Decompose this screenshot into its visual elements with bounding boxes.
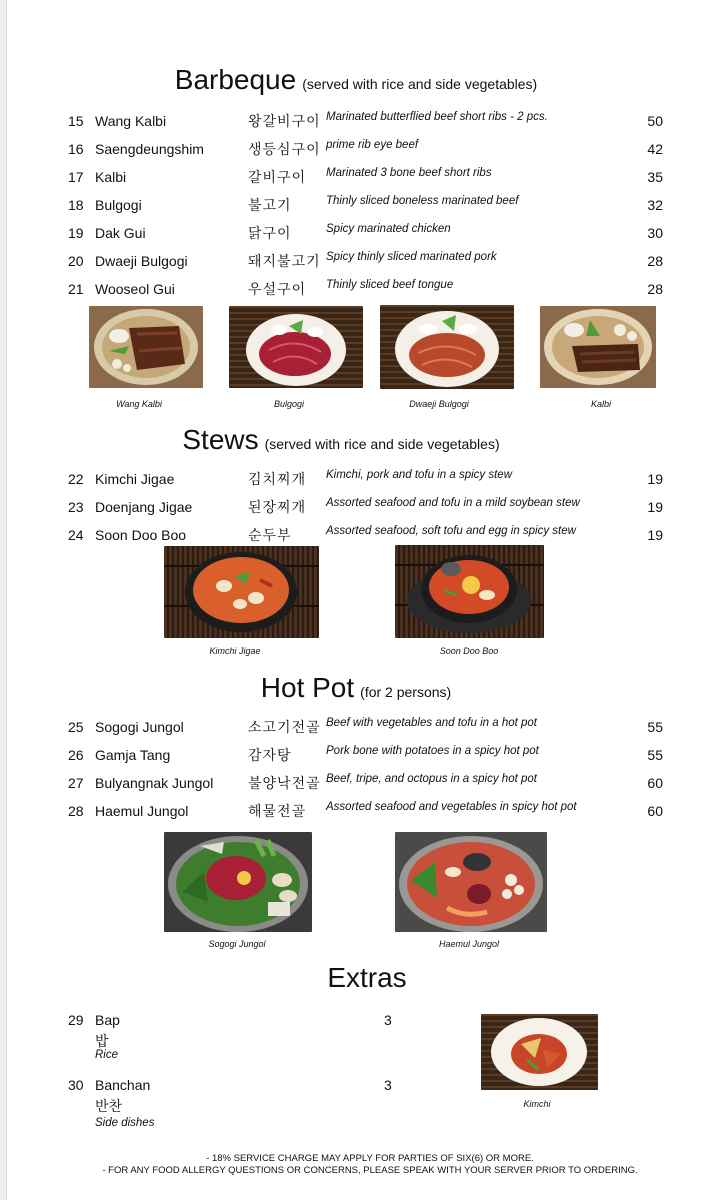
menu-item-26	[68, 747, 668, 767]
photo-caption: Bulgogi	[273, 399, 305, 409]
item-korean-name: 불고기	[248, 198, 292, 214]
item-number: 30	[68, 1077, 84, 1093]
item-korean-name: 감자탕	[248, 748, 292, 764]
item-korean-name: 닭구이	[248, 226, 292, 242]
menu-item-27	[68, 775, 668, 795]
sogogi-jungol-photo	[164, 832, 312, 932]
item-description: Kimchi, pork and tofu in a spicy stew	[326, 469, 512, 481]
hotpot-section-title	[0, 672, 712, 704]
item-description: Spicy thinly sliced marinated pork	[326, 251, 497, 263]
item-korean-name: 밥	[95, 1034, 109, 1050]
item-description: Thinly sliced beef tongue	[326, 279, 454, 291]
item-number: 20	[68, 253, 84, 269]
item-description: Beef, tripe, and octopus in a spicy hot pot	[326, 773, 537, 785]
stews-section-title	[0, 424, 697, 456]
item-price: 19	[647, 527, 663, 543]
item-number: 25	[68, 719, 84, 735]
item-price: 55	[647, 747, 663, 763]
wang-kalbi-photo	[89, 306, 203, 388]
item-name: Dak Gui	[95, 225, 146, 241]
item-number: 18	[68, 197, 84, 213]
barbeque-title: Barbeque	[174, 64, 297, 95]
kimchi-photo	[481, 1014, 598, 1090]
kimchi-jigae-photo	[164, 546, 319, 638]
item-price: 32	[647, 197, 663, 213]
photo-caption: Kimchi	[523, 1099, 551, 1109]
photo-caption: Haemul Jungol	[438, 939, 500, 949]
item-english-name: Rice	[95, 1049, 119, 1061]
barbeque-subtitle: (served with rice and side vegetables)	[302, 76, 538, 92]
item-price: 55	[647, 719, 663, 735]
item-price: 60	[647, 803, 663, 819]
kalbi-photo	[540, 306, 656, 388]
item-korean-name: 반찬	[95, 1099, 123, 1115]
item-name: Bulgogi	[95, 197, 142, 213]
menu-item-17	[68, 169, 668, 189]
stews-title: Stews	[182, 424, 259, 455]
item-description: Marinated butterflied beef short ribs - 2 pcs.	[326, 111, 548, 123]
photo-caption: Sogogi Jungol	[208, 939, 266, 949]
item-name: Wooseol Gui	[95, 281, 175, 297]
menu-item-22	[68, 471, 668, 491]
item-description: Assorted seafood, soft tofu and egg in spicy stew	[326, 525, 576, 537]
item-number: 22	[68, 471, 84, 487]
item-name: Banchan	[95, 1077, 151, 1093]
item-name: Saengdeungshim	[95, 141, 204, 157]
item-price: 35	[647, 169, 663, 185]
hotpot-title: Hot Pot	[260, 672, 355, 703]
item-name: Sogogi Jungol	[95, 719, 184, 735]
item-english-name: Side dishes	[95, 1117, 155, 1129]
menu-item-24	[68, 527, 668, 547]
item-description: prime rib eye beef	[326, 139, 419, 151]
item-description: Spicy marinated chicken	[326, 223, 451, 235]
item-korean-name: 갈비구이	[248, 170, 307, 186]
item-number: 15	[68, 113, 84, 129]
item-name: Kimchi Jigae	[95, 471, 175, 487]
item-name: Gamja Tang	[95, 747, 171, 763]
extras-section-title	[11, 962, 712, 994]
menu-item-18	[68, 197, 668, 217]
menu-item-20	[68, 253, 668, 273]
item-korean-name: 생등심구이	[248, 142, 321, 158]
item-number: 27	[68, 775, 84, 791]
item-korean-name: 된장찌개	[248, 500, 307, 516]
item-name: Bap	[95, 1012, 120, 1028]
menu-item-21	[68, 281, 668, 301]
photo-caption: Dwaeji Bulgogi	[409, 399, 469, 409]
footer-allergy-note: - FOR ANY FOOD ALLERGY QUESTIONS OR CONCERNS, PLEASE SPEAK WITH YOUR SERVER PRIOR TO ORDERING.	[102, 1165, 638, 1176]
photo-caption: Kalbi	[590, 399, 611, 409]
menu-item-25	[68, 719, 668, 739]
item-name: Wang Kalbi	[95, 113, 167, 129]
soon-doo-boo-photo	[395, 545, 544, 638]
item-number: 23	[68, 499, 84, 515]
item-description: Thinly sliced boneless marinated beef	[326, 195, 519, 207]
item-price: 28	[647, 253, 663, 269]
item-number: 26	[68, 747, 84, 763]
item-name: Soon Doo Boo	[95, 527, 187, 543]
barbeque-section-title	[0, 64, 712, 96]
item-price: 28	[647, 281, 663, 297]
item-korean-name: 불양낙전골	[248, 776, 321, 792]
photo-caption: Kimchi Jigae	[209, 646, 261, 656]
item-price: 19	[647, 499, 663, 515]
item-korean-name: 순두부	[248, 528, 292, 544]
item-description: Beef with vegetables and tofu in a hot pot	[326, 717, 537, 729]
item-number: 19	[68, 225, 84, 241]
item-name: Doenjang Jigae	[95, 499, 193, 515]
menu-item-16	[68, 141, 668, 161]
item-description: Marinated 3 bone beef short ribs	[326, 167, 492, 179]
hotpot-subtitle: (for 2 persons)	[360, 684, 452, 700]
item-description: Pork bone with potatoes in a spicy hot pot	[326, 745, 539, 757]
item-price: 50	[647, 113, 663, 129]
page-left-edge	[0, 0, 7, 1200]
item-price: 30	[647, 225, 663, 241]
item-price: 3	[384, 1012, 392, 1028]
item-korean-name: 우설구이	[248, 282, 307, 298]
menu-item-28	[68, 803, 668, 823]
menu-item-23	[68, 499, 668, 519]
item-price: 19	[647, 471, 663, 487]
item-number: 24	[68, 527, 84, 543]
item-number: 16	[68, 141, 84, 157]
item-description: Assorted seafood and tofu in a mild soybean stew	[326, 497, 580, 509]
item-korean-name: 왕갈비구이	[248, 114, 321, 130]
item-name: Haemul Jungol	[95, 803, 189, 819]
extras-title: Extras	[327, 962, 407, 993]
footer-service-charge-note: - 18% SERVICE CHARGE MAY APPLY FOR PARTIES OF SIX(6) OR MORE.	[206, 1153, 534, 1164]
item-number: 17	[68, 169, 84, 185]
item-korean-name: 돼지불고기	[248, 254, 321, 270]
item-price: 3	[384, 1077, 392, 1093]
item-price: 60	[647, 775, 663, 791]
photo-caption: Soon Doo Boo	[439, 646, 499, 656]
menu-item-15	[68, 113, 668, 133]
stews-subtitle: (served with rice and side vegetables)	[264, 436, 500, 452]
bulgogi-photo	[229, 306, 363, 388]
item-name: Kalbi	[95, 169, 127, 185]
item-korean-name: 소고기전골	[248, 720, 321, 736]
item-description: Assorted seafood and vegetables in spicy hot pot	[326, 801, 577, 813]
item-korean-name: 김치찌개	[248, 472, 307, 488]
item-korean-name: 해물전골	[248, 804, 307, 820]
item-number: 29	[68, 1012, 84, 1028]
dwaeji-bulgogi-photo	[380, 305, 514, 389]
item-price: 42	[647, 141, 663, 157]
item-name: Bulyangnak Jungol	[95, 775, 214, 791]
item-number: 21	[68, 281, 84, 297]
item-number: 28	[68, 803, 84, 819]
photo-caption: Wang Kalbi	[116, 399, 162, 409]
item-name: Dwaeji Bulgogi	[95, 253, 188, 269]
menu-item-19	[68, 225, 668, 245]
haemul-jungol-photo	[395, 832, 547, 932]
